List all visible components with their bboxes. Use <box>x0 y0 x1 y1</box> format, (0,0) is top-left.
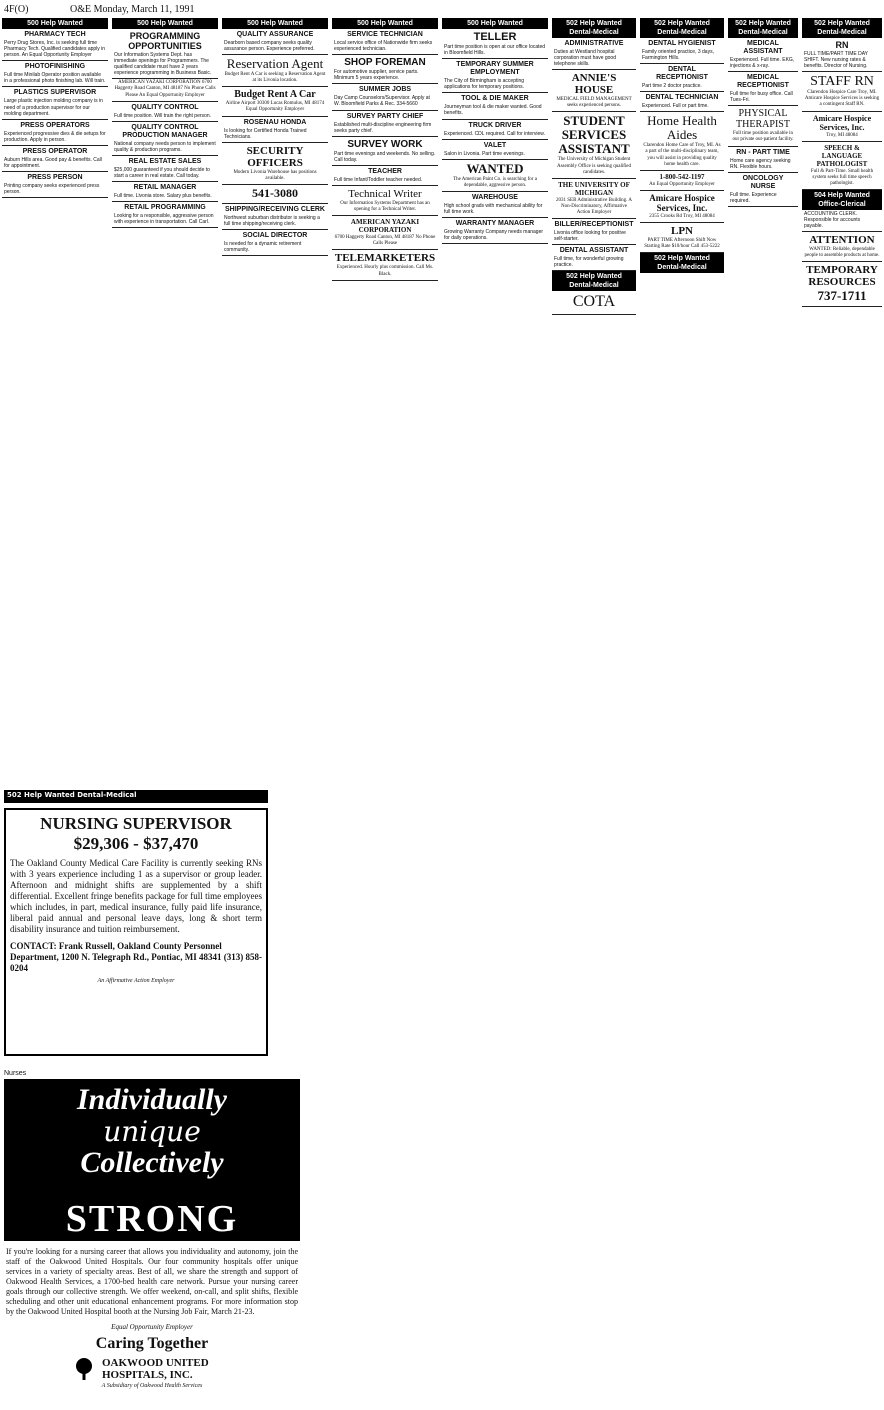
ad-text: Local service office of Nationwide firm seeks experienced technician. <box>334 40 433 53</box>
ad-text: Full time position. Will train the right person. <box>114 112 211 119</box>
classified-ad <box>442 29 548 59</box>
ad-title: Amicare Hospice Services, Inc. <box>812 113 872 132</box>
subsidiary-note: A Subsidiary of Oakwood Health Services <box>101 1383 203 1389</box>
ad-title: WANTED <box>466 160 524 176</box>
classified-ad <box>802 210 882 232</box>
ad-title: RN - PART TIME <box>736 148 790 156</box>
classified-ad <box>640 92 724 112</box>
ad-text: Part time evenings and weekends. No selling. Call today. <box>334 150 436 163</box>
classified-ad <box>222 143 328 185</box>
ad-title: Budget Rent A Car <box>234 89 316 101</box>
classified-ad <box>802 142 882 190</box>
ad-text: The University of Michigan Student Assembly Office is seeking qualified candidates. <box>556 157 632 175</box>
ad-text: Is looking for Certified Honda Trained Technicians. <box>224 127 307 140</box>
ad-text: Duties at Westland hospital corporation must have good telephone skills. <box>554 49 616 68</box>
ad-text: Day Camp Counselors/Supervisor. Apply at W. Bloomfield Parks & Rec. 334-5660 <box>334 95 430 108</box>
classified-ad <box>332 186 438 216</box>
headline-strong: STRONG <box>4 1197 300 1241</box>
ad-text: Established multi-discipline engineering firm seeks party chief. <box>334 121 432 134</box>
headline-line: Collectively <box>80 1146 224 1179</box>
ad-text: Part time 2 doctor practice. <box>642 83 702 90</box>
ad-title: TEACHER <box>368 167 402 175</box>
ad-text: Full time position available in our private out-patient facility. <box>732 131 794 143</box>
ad-title: SPEECH & LANGUAGE PATHOLOGIST <box>816 143 868 168</box>
ad-title: ATTENTION <box>809 234 875 247</box>
ad-title: MEDICAL ASSISTANT <box>743 40 783 55</box>
classified-ad <box>332 29 438 55</box>
classified-ad <box>222 55 328 87</box>
section-header: 502 Help Wanted Dental-Medical <box>640 18 724 38</box>
ad-body: The Oakland County Medical Care Facility is currently seeking RNs with 3 years experience including 1 as a supervisor or group leader. Afternoon and midnight shifts are supplemented by a shift differential. Excellent fringe benefits package for full time employees which includes, in part, medical insurance, fully paid life insurance, liberal paid annual and personal leave days, long & short term disability insurance and tuition reimbursement. <box>10 858 262 934</box>
classified-ad <box>640 64 724 92</box>
ad-text: Growing Warranty Company needs manager for daily operations. <box>444 229 544 242</box>
ad-text: High school grads with mechanical ability for full time work. <box>444 202 543 216</box>
salary-range: $29,306 - $37,470 <box>73 834 199 853</box>
classified-ad <box>552 219 636 245</box>
ad-text: Experienced. Hourly plus commission. Call Ms. Black. <box>336 265 434 277</box>
ad-title: ROSENAU HONDA <box>243 118 307 126</box>
ad-text: National company needs person to implement quality & production programs. <box>114 140 216 153</box>
classified-ad <box>222 204 328 230</box>
ad-title: ANNIE'S HOUSE <box>571 72 617 97</box>
classified-ad <box>802 112 882 142</box>
eoe-note: Equal Opportunity Employer <box>111 1323 193 1331</box>
classified-ad <box>728 38 798 72</box>
ad-title: COTA <box>572 293 616 311</box>
ad-title: Amicare Hospice Services, Inc. <box>649 192 715 213</box>
ad-text: $25,000 guaranteed if you should decide to start a career in real estate. Call today. <box>114 166 210 180</box>
ad-title: RETAIL PROGRAMMING <box>124 204 206 212</box>
ad-text: Is needed for a dynamic retirement community. <box>224 241 302 254</box>
ad-text: 2031 SEB Administrative Building. A Non-Discriminatory, Affirmative Action Employer <box>556 197 632 215</box>
classified-ad <box>442 218 548 244</box>
classified-ad <box>552 179 636 219</box>
ad-title: SURVEY WORK <box>347 138 423 150</box>
ad-title: TEMPORARY SUMMER EMPLOYMENT <box>456 61 534 77</box>
classified-ad <box>112 202 218 228</box>
ad-title: DENTAL RECEPTIONIST <box>656 66 708 82</box>
classified-ad <box>2 61 108 87</box>
ad-text: Experienced. Full or part time. <box>642 103 709 110</box>
ad-title: PHARMACY TECH <box>24 31 86 38</box>
classified-column-2 <box>112 18 218 798</box>
ad-text: The City of Birmingham is accepting applications for temporary positions. <box>444 78 525 91</box>
ad-title: DENTAL TECHNICIAN <box>645 94 719 102</box>
ad-text: Full time Infant/Toddler teacher needed. <box>334 176 423 183</box>
tagline: Caring Together <box>95 1335 209 1352</box>
classified-ad <box>222 87 328 116</box>
ad-text: Full time Minilab Operator position available in a professional photo finishing lab. Will train. <box>4 72 106 85</box>
ad-title: PRESS PERSON <box>27 174 83 182</box>
ad-text: AMERICAN YAZAKI CORPORATION 6700 Haggerty Road Canton, MI 48187 No Phone Calls Please An Equal Opportunity Employer <box>114 80 216 98</box>
ad-title: STAFF RN <box>810 74 874 90</box>
section-header: 502 Help Wanted Dental-Medical <box>552 271 636 291</box>
ad-title: SHOP FOREMAN <box>344 57 426 69</box>
ad-text: Full time for busy office. Call Tues-Fri. <box>730 91 793 104</box>
classified-ad <box>332 111 438 137</box>
ad-title: SECURITY OFFICERS <box>246 144 304 169</box>
headline-line: Individually <box>76 1083 227 1116</box>
ad-title: WAREHOUSE <box>472 193 518 201</box>
classified-column-8 <box>728 18 798 1406</box>
section-header: 500 Help Wanted <box>332 18 438 29</box>
ad-text: Budget Rent A Car is seeking a Reservation Agent at its Livonia location. <box>224 72 326 84</box>
phone-number: 737-1711 <box>817 288 867 304</box>
classified-ad <box>112 156 218 182</box>
ad-title: TELLER <box>473 31 517 43</box>
masthead <box>0 0 884 18</box>
ad-title: TEMPORARY RESOURCES <box>806 264 878 289</box>
ad-text: Full & Part-Time. Small health system seeks full time speech pathologist. <box>810 168 874 186</box>
classified-ad <box>728 72 798 106</box>
ad-title: SHIPPING/RECEIVING CLERK <box>225 205 325 213</box>
classified-ad <box>442 120 548 140</box>
ad-title: PRESS OPERATOR <box>22 147 88 155</box>
ad-text: The American Paint Co. is searching for a dependable, aggressive person. <box>453 176 537 188</box>
classified-ad <box>332 55 438 84</box>
classified-column-1 <box>2 18 108 798</box>
ad-text: Modern Livonia Warehouse has positions available. <box>233 169 317 181</box>
ad-title: PHYSICAL THERAPIST <box>736 108 790 131</box>
classified-ad <box>222 230 328 256</box>
ad-title: AMERICAN YAZAKI CORPORATION <box>350 218 420 235</box>
ad-title: DENTAL ASSISTANT <box>559 247 629 255</box>
ad-text: Full time. Experience required. <box>730 191 777 204</box>
ad-title: ONCOLOGY NURSE <box>742 174 784 190</box>
oakwood-logo <box>4 1357 300 1381</box>
ad-title: PRESS OPERATORS <box>20 121 90 129</box>
ad-title: Home Health Aides <box>647 113 717 143</box>
classified-ad <box>640 223 724 253</box>
phone-number: 541-3080 <box>252 185 298 200</box>
ad-text: Looking for a responsible, aggressive person with experience in transportation. Call Carl. <box>114 213 214 226</box>
ad-title: MEDICAL RECEPTIONIST <box>737 74 789 90</box>
ad-title: TRUCK DRIVER <box>468 121 522 129</box>
section-header: 500 Help Wanted <box>2 18 108 29</box>
ad-title: SUMMER JOBS <box>358 86 412 94</box>
ad-text: Clarendon Hospice Care Troy, MI. Amicare Hospice Services is seeking a contingent Staff RN. <box>804 90 880 108</box>
classified-ad <box>552 38 636 70</box>
classified-column-9 <box>802 18 882 1406</box>
ad-text: An Equal Opportunity Employer <box>649 181 715 187</box>
phone-number: 1-800-542-1197 <box>659 172 705 181</box>
classified-ad <box>728 106 798 146</box>
ad-title: Technical Writer <box>348 188 422 201</box>
classified-ad <box>552 245 636 271</box>
oak-tree-icon <box>72 1357 96 1381</box>
classified-ad <box>112 122 218 156</box>
ad-title: QUALITY CONTROL PRODUCTION MANAGER <box>122 123 208 139</box>
classified-ad <box>222 29 328 55</box>
ad-text: Full time. Livonia store. Salary plus benefits. <box>114 193 212 200</box>
ad-text: PART TIME Afternoon Shift Now Starting Rate $10/hour Call 453-5222 <box>644 237 720 250</box>
classified-ad <box>2 172 108 198</box>
headline-banner <box>4 1079 300 1197</box>
classified-ad <box>2 120 108 146</box>
ad-title: DENTAL HYGIENIST <box>648 40 716 47</box>
section-header: 500 Help Wanted <box>222 18 328 29</box>
nursing-supervisor-ad <box>4 808 268 1056</box>
ad-title: QUALITY CONTROL <box>131 103 199 111</box>
ad-title: PLASTICS SUPERVISOR <box>13 89 97 97</box>
ad-text: Northwest suburban distributor is seeking a full time shipping/receiving clerk. <box>224 214 320 228</box>
ad-text: Experienced progressive dies & die setups for production. Apply in person. <box>4 130 106 143</box>
ad-title: RN <box>835 40 849 50</box>
ad-title: NURSING SUPERVISOR <box>40 814 232 833</box>
ad-title: RETAIL MANAGER <box>133 184 197 192</box>
classified-ad <box>640 171 724 191</box>
ad-text: Our Information Systems Department has an opening for a Technical Writer. <box>340 201 430 213</box>
ad-text: Our Information Systems Dept. has immediate openings for Programmers. The qualified candidate must have 2 years experience programming in Business Basic. <box>114 52 212 77</box>
ad-text: Experienced. CDL required. Call for interview. <box>444 130 545 137</box>
classified-ad <box>2 29 108 61</box>
paper-info: O&E Monday, March 11, 1991 <box>70 4 195 15</box>
ad-text: ACCOUNTING CLERK. Responsible for accounts payable. <box>804 210 861 230</box>
classified-ad <box>552 70 636 112</box>
classified-ad <box>222 185 328 204</box>
classified-ad <box>552 291 636 315</box>
oakwood-hospitals-ad <box>4 1070 300 1406</box>
ad-title: LPN <box>671 224 693 237</box>
classified-ad <box>552 112 636 178</box>
classified-column-4 <box>332 18 438 1406</box>
ad-text: WANTED: Reliable, dependable people to assemble products at home. <box>804 247 880 259</box>
classified-ad <box>442 192 548 218</box>
ad-title: REAL ESTATE SALES <box>128 157 202 165</box>
ad-text: Salon in Livonia. Part time evenings. <box>444 150 525 157</box>
ad-title: PROGRAMMING OPPORTUNITIES <box>128 31 202 51</box>
section-header: 502 Help Wanted Dental-Medical <box>728 18 798 38</box>
classified-ad <box>442 140 548 160</box>
classified-ad <box>332 250 438 280</box>
section-header: 504 Help Wanted Office-Clerical <box>802 190 882 210</box>
ad-title: SOCIAL DIRECTOR <box>242 232 308 240</box>
ad-text: FULL TIME/PART TIME DAY SHIFT. New nursing rates & benefits. Director of Nursing. <box>804 51 868 70</box>
section-header: 502 Help Wanted Dental-Medical <box>802 18 882 38</box>
ad-text: Experienced. Full time. EKG, injections & x-ray. <box>730 57 795 70</box>
ad-title: THE UNIVERSITY OF MICHIGAN <box>558 180 630 197</box>
ad-text: Dearborn based company seeks quality assurance person. Experience preferred. <box>224 40 315 53</box>
classified-ad <box>640 38 724 64</box>
ad-text: Auburn Hills area. Good pay & benefits. Call for appointment. <box>4 156 102 170</box>
classified-ad <box>728 173 798 207</box>
classified-ad <box>112 79 218 101</box>
ad-text: Home care agency seeking RN. Flexible hours. <box>730 157 791 170</box>
classified-column-7 <box>640 18 724 1406</box>
section-header: 502 Help Wanted Dental-Medical <box>640 253 724 273</box>
ad-text: MEDICAL FIELD MANAGEMENT seeks experienced persons. <box>556 97 632 109</box>
ad-body: If you're looking for a nursing career that allows you individuality and autonomy, join the staff of the Oakwood United Hospitals. Our four community hospitals offer unique services in a variety of specialty areas. Best of all, we share the strength and support of Oakwood Health Services, a 1700-bed health care network. Pursue your nursing career goals through our collective strength. We offer weekend, on-call, and split shifts, flexible scheduling and other unit educational enhancement programs. For more information stop by the Oakwood United Hospital booth at the Nursing Job Fair, March 21-23. <box>6 1247 298 1316</box>
classified-ad <box>802 232 882 262</box>
page-number: 4F(O) <box>4 4 29 15</box>
ad-text: 2355 Crooks Rd Troy, MI 48084 <box>649 213 715 219</box>
ad-title: WARRANTY MANAGER <box>455 220 535 228</box>
ad-text: Airline Airport 30300 Lucas Romulus, MI 48174 Equal Opportunity Employer <box>225 101 325 113</box>
ad-title: SURVEY PARTY CHIEF <box>346 112 424 120</box>
ad-text: Full time, for wonderful growing practice. <box>554 256 624 269</box>
classified-ad <box>640 191 724 223</box>
section-header: 502 Help Wanted Dental-Medical <box>552 18 636 38</box>
ad-text: Perry Drug Stores, Inc. is seeking full time Pharmacy Tech. Qualified candidates apply in person. An Equal Opportunity Employer <box>4 40 106 59</box>
ad-text: Livonia office looking for positive self-starter. <box>554 230 626 243</box>
ad-text: Clarendon Home Care of Troy, MI. As a part of the multi-disciplinary team, you will assist in providing quality home health care. <box>643 143 721 167</box>
ad-title: Reservation Agent <box>226 56 324 72</box>
ad-text: Journeyman tool & die maker wanted. Good benefits. <box>444 104 542 117</box>
ad-text: Part time position is open at our office located in Bloomfield Hills. <box>444 44 546 57</box>
classified-ad <box>112 102 218 122</box>
classified-ad <box>222 117 328 143</box>
classified-ad <box>442 160 548 192</box>
ad-title: QUALITY ASSURANCE <box>236 31 314 38</box>
classified-ad <box>728 147 798 173</box>
classified-ad <box>442 59 548 93</box>
ad-text: Large plastic injection molding company is in need of a production supervisor for our molding department. <box>4 98 103 117</box>
section-header: 500 Help Wanted <box>112 18 218 29</box>
classified-ad <box>802 38 882 72</box>
ad-text: Printing company seeks experienced press person. <box>4 183 100 196</box>
ad-text: Family oriented practice, 3 days, Farmington Hills. <box>642 49 714 62</box>
classified-ad <box>112 29 218 79</box>
ad-title: ADMINISTRATIVE <box>564 40 624 47</box>
classified-ad <box>332 137 438 166</box>
ad-title: BILLER/RECEPTIONIST <box>554 221 634 229</box>
ad-title: TOOL & DIE MAKER <box>461 95 529 103</box>
logo-text: OAKWOOD UNITED HOSPITALS, INC. <box>102 1357 209 1381</box>
classified-ad <box>2 87 108 119</box>
ad-label: Nurses <box>4 1070 27 1077</box>
section-header: 502 Help Wanted Dental-Medical <box>4 790 268 803</box>
classified-ad <box>2 146 108 172</box>
ad-title: PHOTOFINISHING <box>24 63 86 71</box>
classified-ad <box>802 72 882 111</box>
section-header: 500 Help Wanted <box>442 18 548 29</box>
ad-text: For automotive supplier, service parts. Minimum 5 years experience. <box>334 69 419 82</box>
ad-title: VALET <box>483 141 507 149</box>
classified-ad <box>112 182 218 202</box>
classified-column-6 <box>552 18 636 1406</box>
ad-text: 6700 Haggerty Road Canton, MI 48187 No Phone Calls Please <box>334 235 436 247</box>
classified-ad <box>332 84 438 110</box>
ad-title: SERVICE TECHNICIAN <box>347 31 423 38</box>
classified-ad <box>640 112 724 170</box>
contact-info: CONTACT: Frank Russell, Oakland County Personnel Department, 1200 N. Telegraph Rd., Pontiac, MI 48341 (313) 858-0204 <box>10 941 262 973</box>
classified-ad <box>442 93 548 119</box>
headline-line: unique <box>103 1115 201 1148</box>
classified-ad <box>332 216 438 250</box>
classified-ad <box>802 262 882 307</box>
ad-title: STUDENT SERVICES ASSISTANT <box>558 113 630 157</box>
ad-footer: An Affirmative Action Employer <box>97 978 175 984</box>
ad-text: Troy, MI 48084 <box>826 132 858 138</box>
ad-title: TELEMARKETERS <box>334 252 436 265</box>
classified-ad <box>332 166 438 186</box>
classified-column-5 <box>442 18 548 1406</box>
